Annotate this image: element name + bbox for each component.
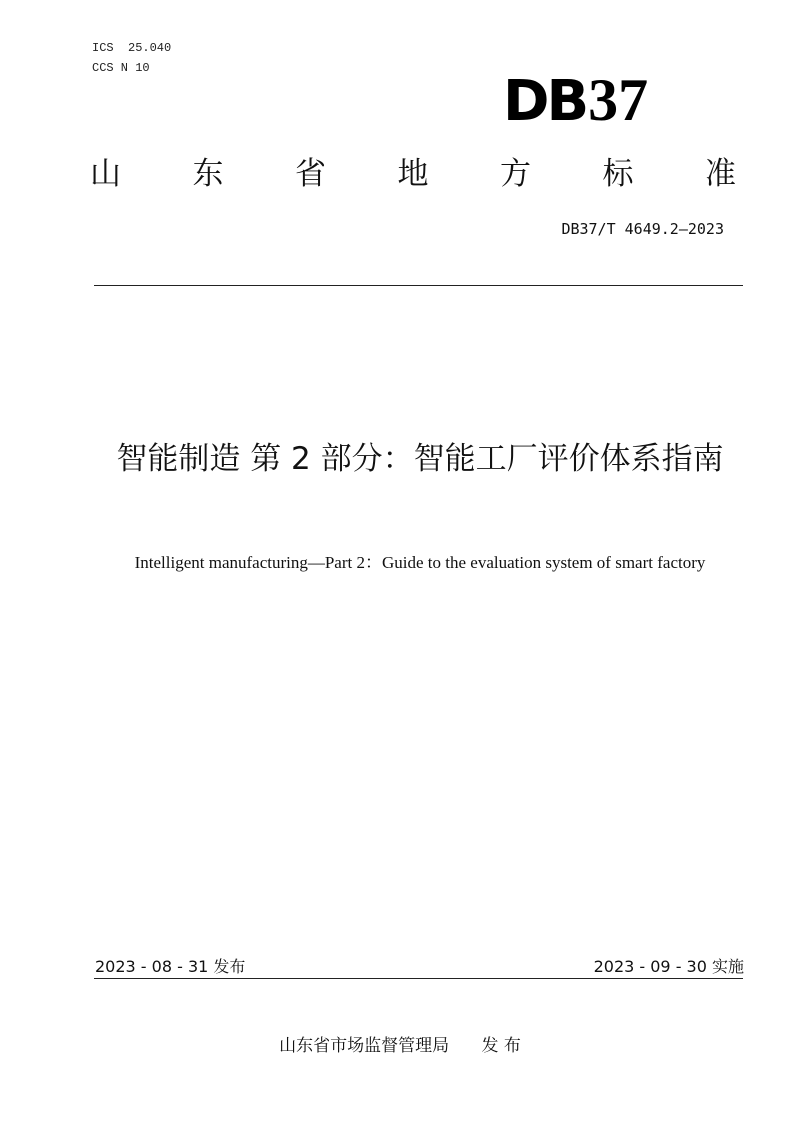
issue-date: 2023 - 08 - 31 发布 <box>95 957 246 976</box>
header-divider <box>94 285 743 286</box>
footer-divider <box>94 978 743 979</box>
db37-logo <box>503 67 649 134</box>
document-title: 智能制造 第 2 部分：智能工厂评价体系指南 <box>116 441 724 477</box>
publisher: 山东省市场监督管理局 发 布 <box>279 1036 521 1056</box>
standard-type-char: 标 <box>602 156 634 192</box>
ics-code: ICS 25.040 <box>92 41 172 55</box>
standard-type-char: 山 <box>90 156 121 192</box>
document-title-english: Intelligent manufacturing—Part 2：Guide to the evaluation system of smart factory <box>134 553 706 572</box>
logo-letters: DB <box>503 69 587 134</box>
logo-number: 37 <box>588 67 649 133</box>
standard-code: DB37/T 4649.2—2023 <box>561 220 724 238</box>
classification-codes <box>92 38 171 78</box>
standard-type-char: 地 <box>397 156 429 192</box>
standard-type-char: 准 <box>705 156 736 192</box>
standard-type-char: 省 <box>295 156 326 192</box>
standard-type-char: 方 <box>500 156 531 192</box>
implementation-date: 2023 - 09 - 30 实施 <box>593 957 744 976</box>
standard-type-char: 东 <box>192 156 224 192</box>
standard-type-heading <box>90 152 736 196</box>
ccs-code: CCS N 10 <box>92 61 150 75</box>
